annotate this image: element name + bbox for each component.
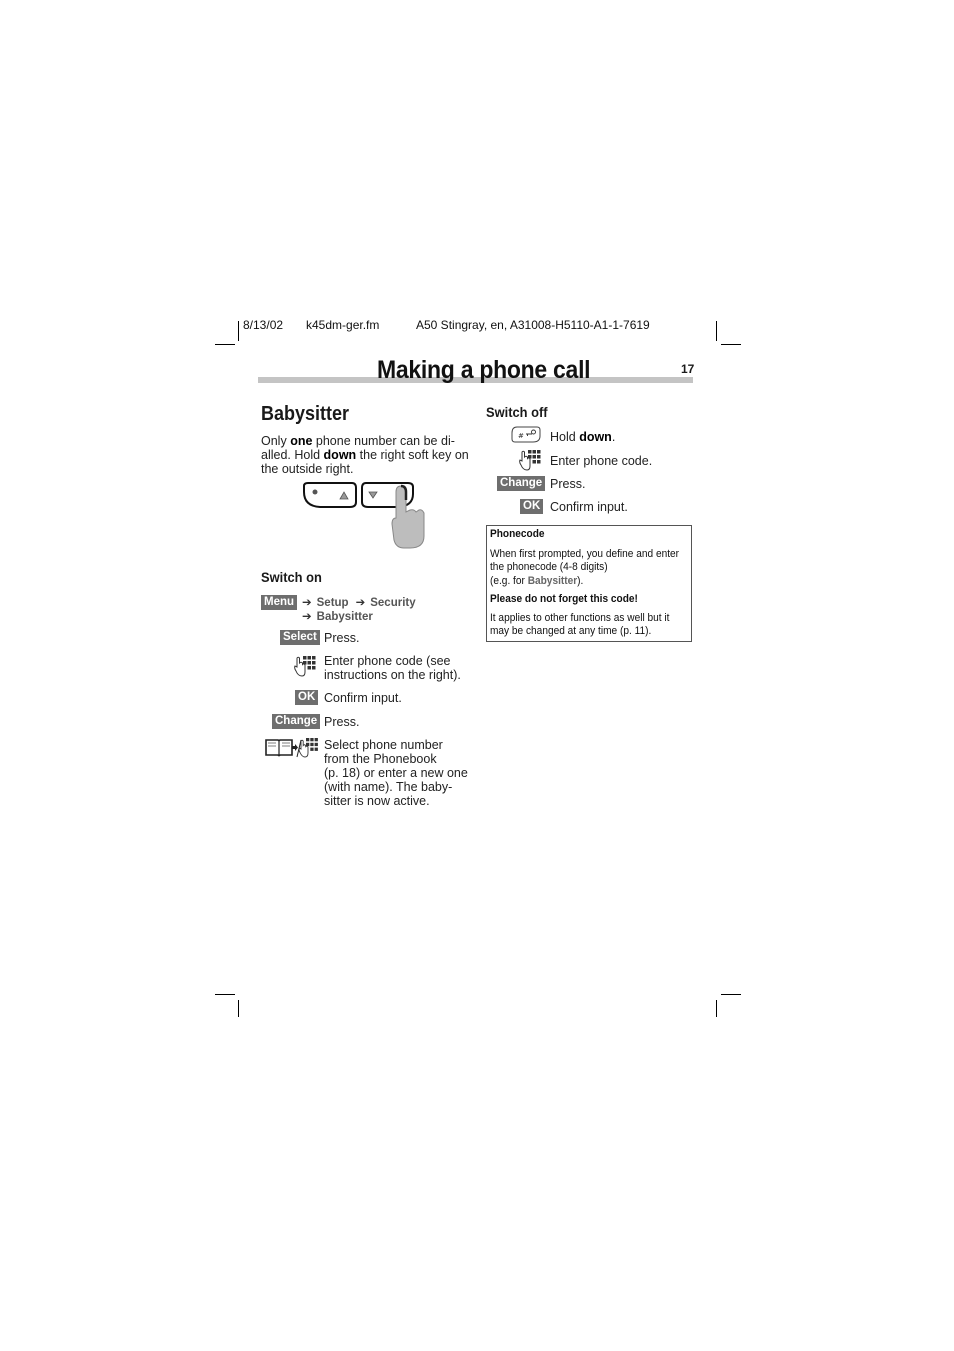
step-text: Press.	[324, 631, 360, 645]
hash-lock-key-icon	[511, 426, 541, 443]
step-text: Select phone number from the Phonebook (p. 18) or enter a new one (with name). The baby- sitter is now active.	[324, 738, 468, 808]
keypad-hand-icon	[294, 655, 316, 677]
menu-path-babysitter[interactable]: Babysitter	[316, 611, 373, 623]
header-model: A50 Stingray, en, A31008-H5110-A1-1-7619	[416, 318, 650, 332]
page-title: Making a phone call	[377, 356, 591, 384]
crop-mark	[716, 1000, 717, 1017]
keypad-hand-icon	[519, 449, 541, 471]
arrow-right-icon: ➔	[302, 597, 312, 609]
section-heading-switch-off: Switch off	[486, 404, 548, 420]
phonecode-info-box	[486, 525, 692, 642]
menu-path-security[interactable]: Security	[370, 597, 416, 609]
select-softkey[interactable]: Select	[280, 630, 320, 645]
step-text: Confirm input.	[324, 691, 402, 705]
phonecode-box-line: When first prompted, you define and enter	[490, 548, 680, 560]
menu-softkey[interactable]: Menu	[261, 595, 297, 610]
crop-mark	[238, 1000, 239, 1017]
arrow-right-icon: ➔	[355, 597, 366, 609]
phonecode-box-line: It applies to other functions as well but it	[490, 612, 670, 624]
step-text: Enter phone code (see instructions on the right).	[324, 654, 461, 682]
crop-mark	[721, 344, 741, 345]
switch-off-hold-text: Hold down.	[550, 430, 616, 444]
header-file: k45dm-ger.fm	[306, 318, 380, 332]
babysitter-intro: Only one phone number can be di- alled. Hold down the right soft key on the outside right.	[261, 434, 469, 476]
ok-softkey[interactable]: OK	[520, 499, 543, 514]
menu-path-line2	[295, 609, 373, 623]
soft-keys-hand-illustration	[300, 480, 430, 552]
switch-off-enter-code: Enter phone code.	[550, 454, 653, 468]
change-softkey[interactable]: Change	[497, 476, 545, 491]
menu-path	[295, 595, 416, 609]
phonecode-box-line: may be changed at any time (p. 11).	[490, 625, 652, 637]
section-heading-babysitter: Babysitter	[261, 403, 350, 425]
phonecode-box-warning: Please do not forget this code!	[490, 593, 638, 605]
header-date: 8/13/02	[243, 318, 284, 332]
step-text: Press.	[324, 715, 360, 729]
arrow-right-icon: ➔	[302, 611, 312, 623]
switch-off-ok-text: Confirm input.	[550, 500, 628, 514]
section-heading-switch-on: Switch on	[261, 569, 322, 585]
phonecode-box-line: (e.g. for Babysitter).	[490, 575, 584, 587]
switch-off-change-text: Press.	[550, 477, 586, 491]
crop-mark	[215, 994, 235, 995]
crop-mark	[721, 994, 741, 995]
change-softkey[interactable]: Change	[272, 714, 320, 729]
ok-softkey[interactable]: OK	[295, 690, 318, 705]
phonecode-box-line: the phonecode (4-8 digits)	[490, 561, 608, 573]
crop-mark	[238, 321, 239, 341]
crop-mark	[215, 344, 235, 345]
crop-mark	[716, 321, 717, 341]
page-number: 17	[681, 362, 695, 376]
phonebook-or-keypad-icon	[264, 737, 318, 759]
phonecode-box-title: Phonecode	[490, 528, 545, 540]
svg-text:#: #	[518, 432, 524, 440]
menu-path-setup[interactable]: Setup	[316, 597, 349, 609]
